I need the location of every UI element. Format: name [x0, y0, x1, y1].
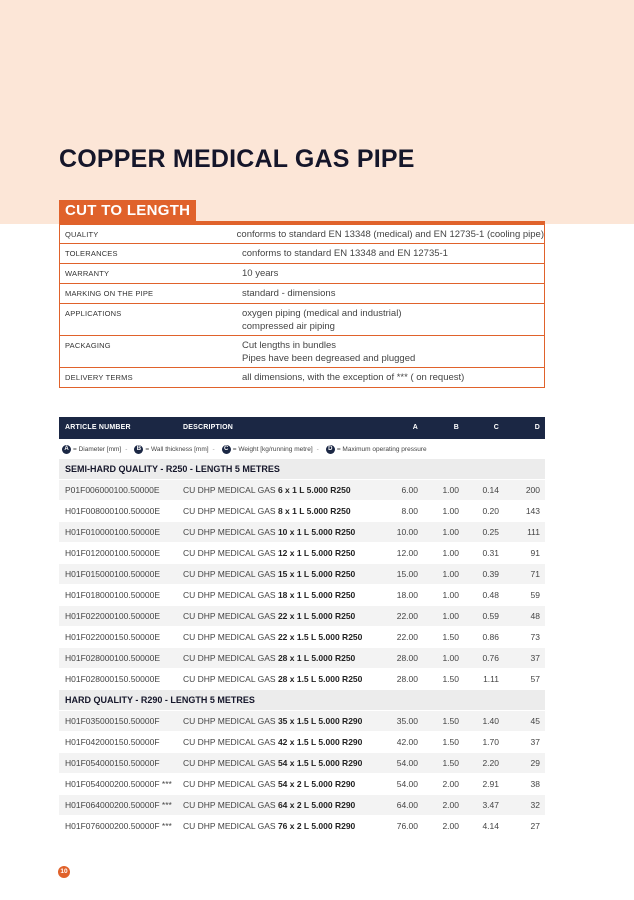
- article-number: P01F006000100.50000E: [65, 485, 160, 495]
- value-b: 1.50: [442, 674, 459, 684]
- value-a: 12.00: [396, 548, 418, 558]
- legend-key-badge: A: [62, 445, 71, 454]
- property-label: MARKING ON THE PIPE: [65, 289, 154, 298]
- property-row: [60, 304, 544, 336]
- value-d: 200: [525, 485, 540, 495]
- description: [183, 501, 351, 521]
- description-prefix: CU DHP MEDICAL GAS: [183, 611, 278, 621]
- description-dimensions: 6 x 1 L 5.000 R250: [277, 485, 351, 495]
- value-c: 0.86: [482, 632, 499, 642]
- table-row: [59, 816, 545, 836]
- description-prefix: CU DHP MEDICAL GAS: [183, 716, 278, 726]
- property-row: [60, 336, 544, 368]
- value-b: 1.00: [442, 485, 459, 495]
- table-row: [59, 585, 545, 605]
- property-value: [237, 225, 544, 243]
- value-b: 1.00: [442, 590, 459, 600]
- description-prefix: CU DHP MEDICAL GAS: [183, 590, 278, 600]
- property-label: APPLICATIONS: [65, 309, 122, 318]
- table-row: [59, 627, 545, 647]
- description: [183, 753, 362, 773]
- table-row: [59, 711, 545, 731]
- legend-separator: -: [212, 445, 215, 453]
- section-tab: CUT TO LENGTH: [59, 200, 196, 221]
- value-d: 48: [530, 611, 540, 621]
- legend-key-badge: D: [326, 445, 335, 454]
- property-value: [242, 284, 544, 303]
- property-value: [242, 368, 544, 387]
- page-number: 10: [58, 866, 70, 878]
- property-value-line: conforms to standard EN 13348 (medical) and EN 12735-1 (cooling pipe): [236, 228, 544, 240]
- value-d: 71: [530, 569, 540, 579]
- value-d: 59: [530, 590, 540, 600]
- value-b: 1.00: [442, 611, 459, 621]
- value-d: 37: [530, 653, 540, 663]
- property-value-line: standard - dimensions: [242, 288, 336, 299]
- description: [183, 711, 362, 731]
- property-value-line: all dimensions, with the exception of *** ( on request): [242, 372, 465, 383]
- description-prefix: CU DHP MEDICAL GAS: [183, 632, 278, 642]
- description-dimensions: 22 x 1.5 L 5.000 R250: [277, 632, 363, 642]
- column-header-article: ARTICLE NUMBER: [65, 424, 131, 431]
- description-dimensions: 8 x 1 L 5.000 R250: [277, 506, 351, 516]
- description-prefix: CU DHP MEDICAL GAS: [183, 674, 278, 684]
- article-number: H01F035000150.50000F: [65, 716, 160, 726]
- property-value: [242, 336, 544, 367]
- value-a: 8.00: [401, 506, 418, 516]
- value-c: 0.25: [482, 527, 499, 537]
- description-dimensions: 12 x 1 L 5.000 R250: [277, 548, 356, 558]
- description: [183, 543, 355, 563]
- article-number: H01F054000200.50000F ***: [65, 779, 172, 789]
- value-d: 111: [527, 527, 540, 537]
- value-a: 18.00: [396, 590, 418, 600]
- value-a: 6.00: [401, 485, 418, 495]
- value-c: 0.39: [482, 569, 499, 579]
- article-number: H01F012000100.50000E: [65, 548, 160, 558]
- legend-text: = Diameter [mm]: [73, 445, 122, 453]
- value-a: 76.00: [396, 821, 418, 831]
- description-dimensions: 76 x 2 L 5.000 R290: [277, 821, 356, 831]
- article-number: H01F015000100.50000E: [65, 569, 160, 579]
- value-b: 2.00: [442, 779, 459, 789]
- description: [183, 732, 362, 752]
- property-value: [242, 244, 544, 263]
- column-header-c: C: [493, 424, 499, 431]
- value-c: 1.11: [483, 674, 499, 684]
- article-number: H01F076000200.50000F ***: [65, 821, 172, 831]
- value-c: 0.48: [482, 590, 499, 600]
- table-row: [59, 543, 545, 563]
- description-dimensions: 15 x 1 L 5.000 R250: [277, 569, 356, 579]
- article-number: H01F054000150.50000F: [65, 758, 160, 768]
- value-b: 2.00: [442, 800, 459, 810]
- table-row: [59, 753, 545, 773]
- value-c: 0.14: [482, 485, 499, 495]
- value-d: 57: [530, 674, 540, 684]
- article-number: H01F064000200.50000F ***: [65, 800, 172, 810]
- value-b: 1.50: [442, 737, 459, 747]
- description: [183, 606, 355, 626]
- description-prefix: CU DHP MEDICAL GAS: [183, 485, 278, 495]
- table-header: [59, 417, 545, 439]
- description-dimensions: 28 x 1 L 5.000 R250: [277, 653, 356, 663]
- value-a: 28.00: [396, 653, 418, 663]
- property-row: [60, 244, 544, 264]
- property-row: [60, 284, 544, 304]
- article-number: H01F042000150.50000F: [65, 737, 160, 747]
- description-dimensions: 18 x 1 L 5.000 R250: [277, 590, 356, 600]
- value-b: 1.00: [442, 506, 459, 516]
- description-prefix: CU DHP MEDICAL GAS: [183, 653, 278, 663]
- description-dimensions: 42 x 1.5 L 5.000 R290: [277, 737, 363, 747]
- property-value-line: compressed air piping: [242, 320, 335, 332]
- value-b: 1.00: [442, 653, 459, 663]
- description: [183, 585, 355, 605]
- page-title: COPPER MEDICAL GAS PIPE: [59, 145, 415, 173]
- value-d: 37: [530, 737, 540, 747]
- property-value-line: Cut lengths in bundles: [242, 339, 337, 351]
- value-a: 22.00: [396, 611, 418, 621]
- value-a: 54.00: [396, 779, 418, 789]
- group-title: HARD QUALITY - R290 - LENGTH 5 METRES: [59, 690, 545, 710]
- property-row: [60, 368, 544, 388]
- value-b: 2.00: [442, 821, 459, 831]
- property-value-line: 10 years: [242, 268, 279, 279]
- value-c: 1.70: [482, 737, 499, 747]
- value-d: 32: [530, 800, 540, 810]
- description-dimensions: 28 x 1.5 L 5.000 R250: [277, 674, 363, 684]
- description-prefix: CU DHP MEDICAL GAS: [183, 821, 278, 831]
- group-title: SEMI-HARD QUALITY - R250 - LENGTH 5 METRES: [59, 459, 545, 479]
- property-label: DELIVERY TERMS: [65, 373, 133, 382]
- value-a: 15.00: [396, 569, 418, 579]
- property-label: PACKAGING: [65, 341, 111, 350]
- description: [183, 564, 355, 584]
- value-c: 0.20: [482, 506, 499, 516]
- description: [183, 627, 362, 647]
- description-prefix: CU DHP MEDICAL GAS: [183, 800, 278, 810]
- value-b: 1.50: [442, 758, 459, 768]
- property-value-line: oxygen piping (medical and industrial): [242, 307, 402, 319]
- column-header-b: B: [453, 424, 459, 431]
- value-b: 1.50: [442, 716, 459, 726]
- value-b: 1.00: [442, 527, 459, 537]
- description: [183, 774, 355, 794]
- article-number: H01F022000100.50000E: [65, 611, 160, 621]
- value-d: 29: [530, 758, 540, 768]
- value-d: 91: [530, 548, 540, 558]
- description-dimensions: 22 x 1 L 5.000 R250: [277, 611, 356, 621]
- description: [183, 795, 355, 815]
- value-c: 3.47: [482, 800, 499, 810]
- article-number: H01F008000100.50000E: [65, 506, 160, 516]
- description-dimensions: 64 x 2 L 5.000 R290: [277, 800, 356, 810]
- value-a: 54.00: [396, 758, 418, 768]
- description: [183, 480, 351, 500]
- value-b: 1.50: [442, 632, 459, 642]
- value-a: 10.00: [396, 527, 418, 537]
- value-a: 35.00: [396, 716, 418, 726]
- article-number: H01F028000150.50000E: [65, 674, 160, 684]
- value-c: 0.31: [482, 548, 499, 558]
- description-dimensions: 54 x 2 L 5.000 R290: [277, 779, 356, 789]
- description: [183, 816, 355, 836]
- value-c: 2.91: [482, 779, 499, 789]
- value-c: 1.40: [482, 716, 499, 726]
- value-c: 0.76: [482, 653, 499, 663]
- description-prefix: CU DHP MEDICAL GAS: [183, 779, 278, 789]
- table-row: [59, 648, 545, 668]
- table-row: [59, 669, 545, 689]
- description-dimensions: 10 x 1 L 5.000 R250: [277, 527, 356, 537]
- property-row: [60, 225, 544, 244]
- value-d: 27: [530, 821, 540, 831]
- description-prefix: CU DHP MEDICAL GAS: [183, 569, 278, 579]
- value-a: 64.00: [396, 800, 418, 810]
- table-row: [59, 774, 545, 794]
- table-row: [59, 732, 545, 752]
- property-value: [242, 264, 544, 283]
- property-value-line: conforms to standard EN 13348 and EN 12735-1: [242, 248, 448, 259]
- description-dimensions: 54 x 1.5 L 5.000 R290: [277, 758, 363, 768]
- value-b: 1.00: [442, 569, 459, 579]
- article-number: H01F022000150.50000E: [65, 632, 160, 642]
- description-prefix: CU DHP MEDICAL GAS: [183, 527, 278, 537]
- value-d: 73: [530, 632, 540, 642]
- header-band: [0, 0, 634, 224]
- column-header-a: A: [412, 424, 418, 431]
- table-row: [59, 522, 545, 542]
- property-label: QUALITY: [65, 229, 99, 239]
- table-row: [59, 795, 545, 815]
- legend-key-badge: B: [134, 445, 143, 454]
- property-label: WARRANTY: [65, 269, 110, 278]
- legend-key-badge: C: [222, 445, 231, 454]
- value-d: 143: [525, 506, 540, 516]
- legend-text: = Maximum operating pressure: [336, 445, 427, 453]
- legend-separator: -: [125, 445, 128, 453]
- description-prefix: CU DHP MEDICAL GAS: [183, 548, 278, 558]
- value-c: 0.59: [482, 611, 499, 621]
- value-b: 1.00: [442, 548, 459, 558]
- description-prefix: CU DHP MEDICAL GAS: [183, 737, 278, 747]
- legend-text: = Weight [kg/running metre]: [232, 445, 313, 453]
- value-a: 42.00: [396, 737, 418, 747]
- article-number: H01F018000100.50000E: [65, 590, 160, 600]
- property-row: [60, 264, 544, 284]
- article-number: H01F010000100.50000E: [65, 527, 160, 537]
- table-row: [59, 606, 545, 626]
- property-value-line: Pipes have been degreased and plugged: [242, 352, 416, 364]
- description-prefix: CU DHP MEDICAL GAS: [183, 758, 278, 768]
- properties-table: [59, 221, 545, 388]
- column-header-d: D: [534, 424, 540, 431]
- column-legend: [59, 441, 545, 457]
- value-d: 38: [530, 779, 540, 789]
- property-value: [242, 304, 544, 335]
- table-row: [59, 480, 545, 500]
- article-number: H01F028000100.50000E: [65, 653, 160, 663]
- description: [183, 522, 355, 542]
- property-label: TOLERANCES: [65, 249, 118, 258]
- value-c: 4.14: [482, 821, 499, 831]
- table-row: [59, 501, 545, 521]
- description: [183, 648, 355, 668]
- description-prefix: CU DHP MEDICAL GAS: [183, 506, 278, 516]
- description: [183, 669, 362, 689]
- value-d: 45: [530, 716, 540, 726]
- value-c: 2.20: [482, 758, 499, 768]
- legend-text: = Wall thickness [mm]: [145, 445, 209, 453]
- description-dimensions: 35 x 1.5 L 5.000 R290: [277, 716, 363, 726]
- table-row: [59, 564, 545, 584]
- legend-separator: -: [316, 445, 319, 453]
- value-a: 28.00: [396, 674, 418, 684]
- value-a: 22.00: [396, 632, 418, 642]
- column-header-description: DESCRIPTION: [183, 424, 234, 431]
